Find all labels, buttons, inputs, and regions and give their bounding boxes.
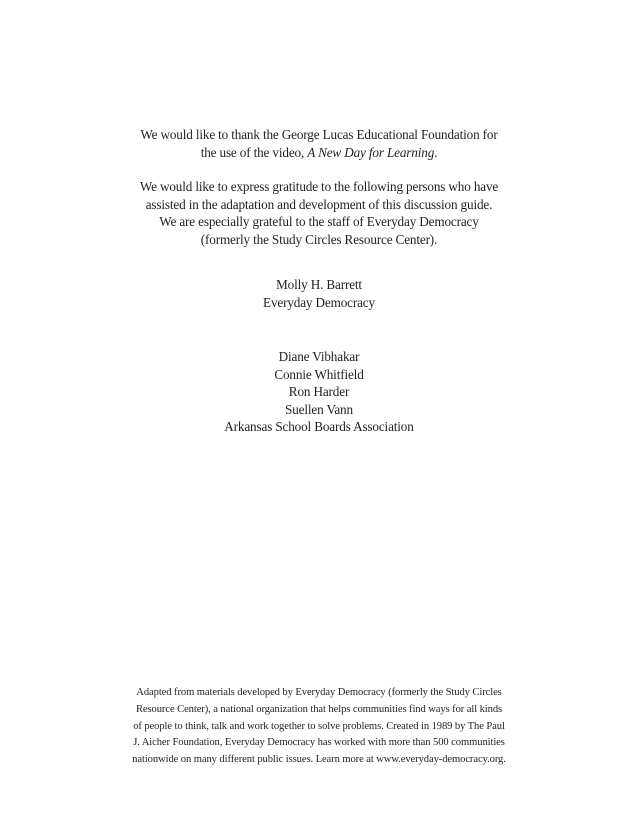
contributor-organization: Arkansas School Boards Association [224, 419, 414, 434]
ack-line: We would like to thank the George Lucas Educational Foundation for [140, 127, 498, 142]
contributor-name: Molly H. Barrett [276, 277, 362, 292]
footer-line: nationwide on many different public issues. Learn more at www.everyday-democracy.org. [132, 754, 506, 766]
contributor-organization: Everyday Democracy [263, 294, 375, 310]
contributor-name: Diane Vibhakar [278, 349, 360, 364]
contributor-name: Ron Harder [288, 384, 350, 399]
acknowledgments-section [0, 126, 638, 248]
contributor-group-arkansas [0, 348, 638, 436]
ack-line: assisted in the adaptation and development of this discussion guide. [145, 196, 493, 212]
ack-line-video [0, 144, 638, 162]
footer-line: Adapted from materials developed by Everyday Democracy (formerly the Study Circles [136, 687, 502, 698]
contributor-name: Connie Whitfield [274, 366, 364, 382]
footer-line: J. Aicher Foundation, Everyday Democracy has worked with more than 500 communities [133, 737, 505, 749]
ack-line-prefix: the use of the video, [200, 144, 308, 160]
footer-line: of people to think, talk and work together to solve problems. Created in 1989 by The Paul [133, 720, 505, 732]
footer-note [0, 685, 638, 769]
footer-line: Resource Center), a national organization that helps communities find ways for all kinds [135, 703, 503, 715]
ack-line: We are especially grateful to the staff of Everyday Democracy [159, 214, 479, 229]
ack-line: (formerly the Study Circles Resource Center). [200, 231, 438, 247]
ack-line: We would like to express gratitude to the following persons who have [139, 179, 499, 194]
contributor-name: Suellen Vann [285, 401, 353, 417]
ack-line-suffix: . [434, 144, 438, 160]
contributor-group-everyday-democracy [0, 276, 638, 311]
video-title: A New Day for Learning [307, 144, 435, 160]
